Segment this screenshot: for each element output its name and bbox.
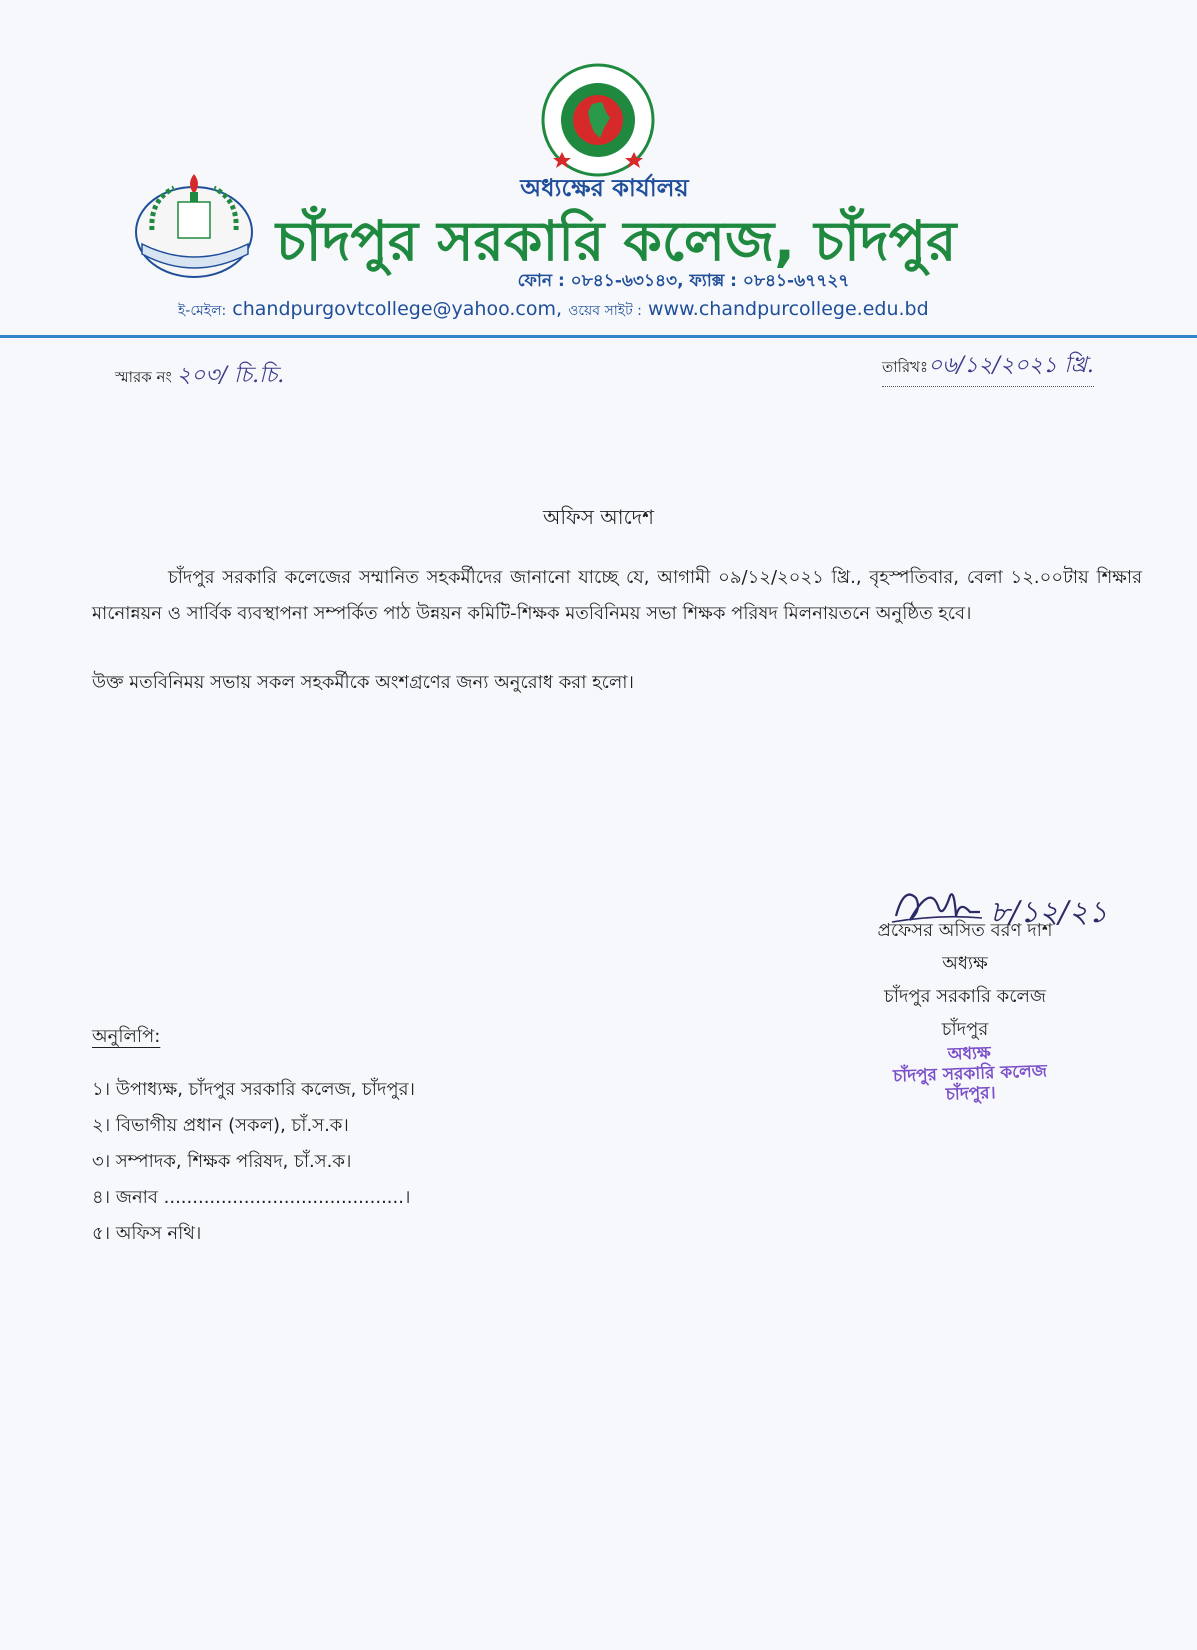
- stamp-line-3: চাঁদপুর।: [945, 1083, 997, 1105]
- stamp-line-1: অধ্যক্ষ: [947, 1043, 992, 1065]
- signer-institution: চাঁদপুর সরকারি কলেজ: [884, 986, 1046, 1007]
- cc-list-item: ৫। অফিস নথি।: [92, 1223, 202, 1244]
- signer-city: চাঁদপুর: [941, 1019, 989, 1040]
- issue-date: [882, 348, 1094, 387]
- memo-label: স্মারক নং: [115, 368, 172, 386]
- order-title: অফিস আদেশ: [543, 505, 654, 529]
- body-paragraph-request: উক্ত মতবিনিময় সভায় সকল সহকর্মীকে অংশগ্রণের জন্য অনুরোধ করা হলো।: [92, 672, 634, 693]
- contact-phone: ফোন : ০৮৪১-৬৩১৪৩, ফ্যাক্স : ০৮৪১-৬৭৭২৭: [517, 271, 850, 291]
- cc-list-item: ৩। সম্পাদক, শিক্ষক পরিষদ, চাঁ.স.ক।: [92, 1151, 352, 1172]
- stamp-line-2: চাঁদপুর সরকারি কলেজ: [892, 1061, 1048, 1087]
- college-name: চাঁদপুর সরকারি কলেজ, চাঁদপুর: [276, 209, 957, 273]
- office-title: অধ্যক্ষের কার্যালয়: [520, 174, 689, 202]
- signature-block: [830, 914, 1100, 1046]
- cc-list-item: ১। উপাধ্যক্ষ, চাঁদপুর সরকারি কলেজ, চাঁদপুর।: [92, 1079, 415, 1100]
- signer-title: অধ্যক্ষ: [942, 953, 988, 974]
- website-link[interactable]: www.chandpurcollege.edu.bd: [647, 298, 929, 320]
- signer-name: প্রফেসর অসিত বরণ দাশ: [877, 920, 1053, 941]
- government-seal-icon: [540, 62, 656, 178]
- website-label: ওয়েব সাইট :: [568, 303, 642, 319]
- cc-list-item: ৪। জনাব ..........................................।: [92, 1187, 411, 1208]
- cc-list-item: ২। বিভাগীয় প্রধান (সকল), চাঁ.স.ক।: [92, 1115, 349, 1136]
- email-link[interactable]: chandpurgovtcollege@yahoo.com,: [232, 298, 563, 320]
- email-label: ই-মেইল:: [178, 303, 227, 319]
- cc-heading: অনুলিপি:: [92, 1026, 161, 1047]
- cc-list: [92, 1072, 415, 1252]
- memo-value: ২০৩/ চি.চি.: [176, 363, 285, 388]
- date-value: ০৬/১২/২০২১ খ্রি.: [928, 353, 1094, 378]
- body-paragraph: চাঁদপুর সরকারি কলেজের সম্মানিত সহকর্মীদের জানানো যাচ্ছে যে, আগামী ০৯/১২/২০২১ খ্রি., বৃহস্পতিবার, বেলা ১২.০০টায় শিক্ষার মানোন্নয়ন ও সার্বিক ব্যবস্থাপনা সম্পর্কিত পাঠ উন্নয়ন কমিটি-শিক্ষক মতবিনিময় সভা শিক্ষক পরিষদ মিলনায়তনে অনুষ্ঠিত হবে।: [92, 567, 1142, 624]
- contact-line: [178, 298, 929, 323]
- official-stamp: [844, 1040, 1096, 1109]
- memo-number: [115, 358, 284, 395]
- date-label: তারিখঃ: [882, 358, 928, 376]
- signature-date: ৮/১২/২১: [990, 895, 1108, 930]
- header-divider: [0, 335, 1197, 338]
